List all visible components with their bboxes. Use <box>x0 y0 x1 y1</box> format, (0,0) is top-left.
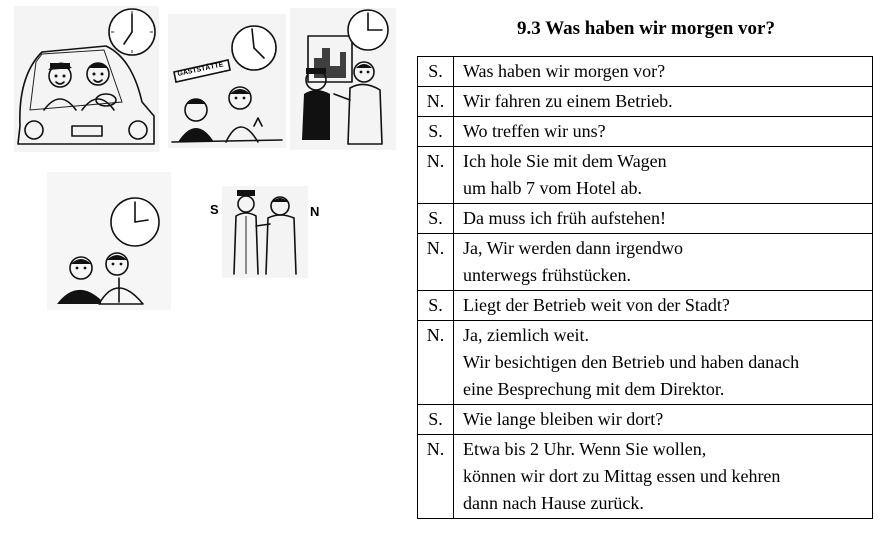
utterance-line: Ja, Wir werden dann irgendwo <box>463 238 684 258</box>
dialog-row <box>418 87 873 117</box>
page-title: 9.3 Was haben wir morgen vor? <box>517 18 775 39</box>
utterance-line: Ja, ziemlich weit. <box>463 325 589 345</box>
utterance-cell <box>454 234 873 291</box>
illustration-office-scene <box>290 8 396 150</box>
utterance-line: eine Besprechung mit dem Direktor. <box>463 379 725 399</box>
speaker-cell: S. <box>418 204 454 234</box>
utterance-cell <box>454 117 873 147</box>
speaker-label-s: S <box>210 202 219 217</box>
illustration-car-scene <box>14 6 159 152</box>
illustration-meeting-scene <box>47 172 171 310</box>
speaker-cell: N. <box>418 234 454 291</box>
sign-text: GASTSTÄTTE <box>176 61 225 78</box>
dialog-table <box>417 56 873 519</box>
dialog-row <box>418 435 873 519</box>
utterance-cell <box>454 87 873 117</box>
utterance-line: Wo treffen wir uns? <box>463 121 606 141</box>
dialog-row <box>418 291 873 321</box>
illustration-greeting-scene <box>206 186 324 278</box>
utterance-cell <box>454 291 873 321</box>
speaker-cell: S. <box>418 405 454 435</box>
clock-icon <box>348 10 388 50</box>
speaker-cell: N. <box>418 147 454 204</box>
dialog-row <box>418 234 873 291</box>
speaker-cell: N. <box>418 435 454 519</box>
dialog-row <box>418 147 873 204</box>
illustration-restaurant-scene <box>168 14 286 148</box>
utterance-line: Was haben wir morgen vor? <box>463 61 666 81</box>
utterance-cell <box>454 147 873 204</box>
utterance-cell <box>454 204 873 234</box>
speaker-cell: S. <box>418 57 454 87</box>
dialog-row <box>418 57 873 87</box>
utterance-cell <box>454 405 873 435</box>
utterance-cell <box>454 435 873 519</box>
dialog-row <box>418 117 873 147</box>
speaker-cell: N. <box>418 87 454 117</box>
utterance-line: um halb 7 vom Hotel ab. <box>463 178 642 198</box>
utterance-line: Wir fahren zu einem Betrieb. <box>463 91 673 111</box>
utterance-line: unterwegs frühstücken. <box>463 265 631 285</box>
utterance-cell <box>454 57 873 87</box>
speaker-cell: S. <box>418 291 454 321</box>
dialog-row <box>418 405 873 435</box>
dialog-row <box>418 321 873 405</box>
utterance-line: Wir besichtigen den Betrieb und haben danach <box>463 352 800 372</box>
utterance-line: dann nach Hause zurück. <box>463 493 644 513</box>
speaker-label-n: N <box>310 204 320 219</box>
utterance-line: Ich hole Sie mit dem Wagen <box>463 151 667 171</box>
utterance-line: Liegt der Betrieb weit von der Stadt? <box>463 295 730 315</box>
utterance-line: Etwa bis 2 Uhr. Wenn Sie wollen, <box>463 439 707 459</box>
utterance-line: Da muss ich früh aufstehen! <box>463 208 666 228</box>
clock-icon <box>232 26 276 70</box>
clock-icon <box>109 9 155 55</box>
dialog-row <box>418 204 873 234</box>
utterance-line: können wir dort zu Mittag essen und kehren <box>463 466 781 486</box>
speaker-cell: S. <box>418 117 454 147</box>
utterance-cell <box>454 321 873 405</box>
clock-icon <box>111 198 159 246</box>
speaker-cell: N. <box>418 321 454 405</box>
utterance-line: Wie lange bleiben wir dort? <box>463 409 664 429</box>
